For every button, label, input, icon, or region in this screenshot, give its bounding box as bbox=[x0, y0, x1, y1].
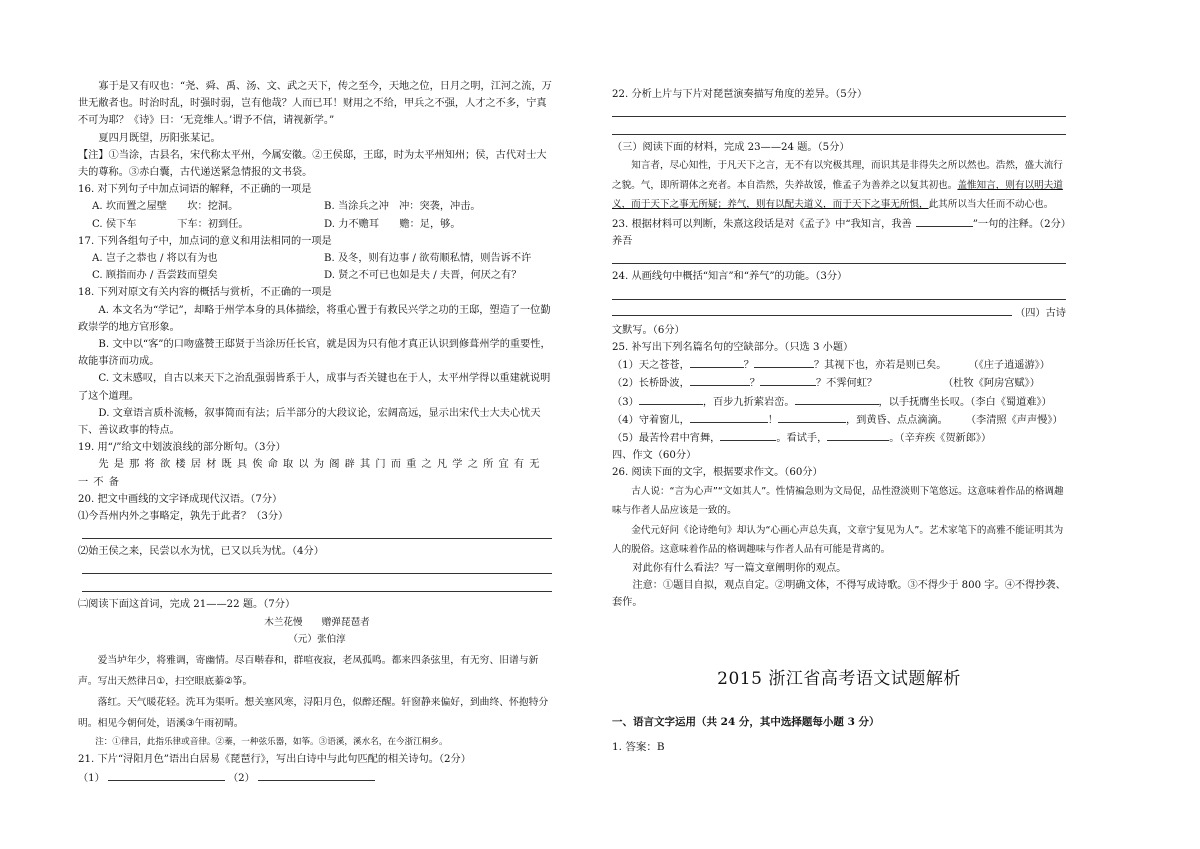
q23-blank[interactable] bbox=[916, 215, 973, 227]
material-text bbox=[612, 156, 1066, 215]
answer-line[interactable] bbox=[612, 304, 1012, 316]
essay-requirements: 注意：①题目自拟，观点自定。②明确文体，不得写成诗歌。③不得少于 800 字。④不得抄袭、套作。 bbox=[612, 579, 1066, 608]
q25-3-text: （3） bbox=[612, 396, 639, 408]
answer-line[interactable] bbox=[82, 560, 552, 574]
q18-option-a: A. 本文名为“学记”，却略于州学本身的具体描绘，将重心置于有救民兴学之功的王邸，塑造了一位勤政崇学的地方官形象。 bbox=[78, 304, 551, 333]
section-4-heading-head: 文默写。（6分） bbox=[612, 324, 685, 336]
q16-options-row2 bbox=[78, 216, 556, 233]
q25-5-blank-b[interactable] bbox=[827, 429, 889, 441]
q16-option-c: C. 侯下车 下车：初到任。 bbox=[92, 218, 249, 230]
question-21: 21. 下片“浔阳月色”语出白居易《琵琶行》，写出白诗中与此句匹配的相关诗句。（2分） bbox=[78, 754, 471, 766]
question-17: 17. 下列各组句子中，加点词的意义和用法相同的一项是 bbox=[78, 235, 332, 247]
q21-blank-1[interactable] bbox=[108, 769, 225, 781]
q25-item-5 bbox=[612, 429, 1066, 447]
q25-4-text-2: ，到黄昏、点点滴滴。 bbox=[845, 414, 948, 426]
q25-4-mark: ！ bbox=[767, 414, 778, 426]
poem-line: 声。写出天然律吕①，扫空眼底蓁②筝。 bbox=[78, 676, 253, 688]
essay-paragraph: 金代元好问《论诗绝句》却认为“心画心声总失真，文章宁复见为人”。艺术家笔下的高雅不能证明其为人的脱俗。这意味着作品的格调趣味与作者人品有可能是背离的。 bbox=[612, 524, 1064, 556]
q21-label-2: （2） bbox=[228, 772, 255, 784]
q25-1-blank-b[interactable] bbox=[754, 356, 814, 368]
q18-option-b: B. 文中以“客”的口吻盛赞王邸贤于当涂历任长官，就是因为只有他才真正认识到修葺州学的重要性，故能事济而功成。 bbox=[78, 339, 551, 368]
question-23 bbox=[612, 215, 1071, 250]
q25-2-blank-a[interactable] bbox=[690, 374, 750, 386]
section-3-heading: （三）阅读下面的材料，完成 23——24 题。（5分） bbox=[612, 142, 850, 154]
q25-item-3 bbox=[612, 393, 1066, 411]
section-4-row bbox=[612, 304, 1066, 322]
q16-option-b: B. 当涂兵之冲 冲：突袭，冲击。 bbox=[324, 201, 481, 213]
answer-line[interactable] bbox=[82, 525, 552, 539]
material-part-c: 此其所以当大任而不动心也。 bbox=[928, 199, 1054, 211]
q25-3-blank-a[interactable] bbox=[639, 393, 703, 405]
q20-part2: ⑵始王侯之来，民尝以水为忧，已又以兵为忧。（4分） bbox=[78, 546, 324, 558]
q25-2-blank-b[interactable] bbox=[760, 374, 816, 386]
q25-2-text-2: ？不霁何虹？ bbox=[815, 378, 878, 390]
q17-option-c: C. 顾指而办 / 吾尝跂而望矣 bbox=[92, 270, 218, 282]
q25-3-text-3: ，以手抚膺坐长叹。（李白《蜀道难》） bbox=[878, 396, 1052, 408]
question-18: 18. 下列对原文有关内容的概括与赏析，不正确的一项是 bbox=[78, 287, 332, 299]
q16-option-d: D. 力不赡耳 赡：足，够。 bbox=[324, 218, 461, 230]
essay-prompt: 对此你有什么看法？写一篇文章阐明你的观点。 bbox=[632, 562, 847, 574]
question-24: 24. 从画线句中概括“知言”和“养气”的功能。（3分） bbox=[612, 271, 848, 283]
question-26: 26. 阅读下面的文字，根据要求作文。（60分） bbox=[612, 467, 823, 479]
q25-1-text-2: ？其视下也，亦若是则已矣。 bbox=[813, 360, 947, 372]
material-underlined: 盖惟知言，则有以明夫道义，而于天下之事无所疑；养气，则有以配夫道义，而于天下之事无所惧， bbox=[612, 179, 1063, 211]
q25-5-blank-a[interactable] bbox=[720, 429, 776, 441]
section-1-heading: 一、语言文字运用（共 24 分，其中选择题每小题 3 分） bbox=[612, 716, 880, 728]
q25-1-text: （1）天之苍苍， bbox=[612, 360, 690, 372]
poem-line: 落红。天气暖花轻。洗耳为渠听。想关塞风寒，浔阳月色，似醉还醒。轩窗静来偏好，到曲终、怀抱特分 bbox=[97, 697, 549, 709]
q25-4-blank-a[interactable] bbox=[690, 411, 768, 423]
left-column bbox=[78, 78, 556, 787]
answer-line[interactable] bbox=[82, 578, 552, 592]
question-22: 22. 分析上片与下片对琵琶演奏描写角度的差异。（5分） bbox=[612, 89, 868, 100]
answer-line[interactable] bbox=[612, 103, 1066, 117]
answer-line[interactable] bbox=[612, 286, 1066, 300]
section-2-heading: ㈡阅读下面这首词，完成 21——22 题。（7分） bbox=[78, 599, 296, 611]
right-column bbox=[612, 86, 1071, 611]
q25-5-text-2: 。看试手， bbox=[776, 432, 828, 444]
q21-label-1: （1） bbox=[78, 772, 105, 784]
q25-item-4 bbox=[612, 411, 1066, 429]
q25-4-blank-b[interactable] bbox=[778, 411, 846, 423]
passage-signature: 夏四月既望，历阳张某记。 bbox=[98, 132, 221, 144]
q18-option-c: C. 文末感叹，自古以来天下之治乱强弱皆系于人，成事与否关键也在于人，太平州学得以重建就说明了这个道理。 bbox=[78, 373, 551, 402]
poem-line: 明。相见今朝何处，语溪③午雨初晴。 bbox=[78, 718, 244, 730]
q25-1-mark: ？ bbox=[743, 360, 754, 372]
passage-note: 【注】①当涂，古县名，宋代称太平州，今属安徽。②王侯邸，王邸，时为太平州知州；侯，古代对士大夫的尊称。③赤白囊，古代递送紧急情报的文书袋。 bbox=[78, 149, 547, 179]
q25-2-text: （2）长桥卧波， bbox=[612, 378, 690, 390]
q25-5-text: （5）最苦怜君中宵舞， bbox=[612, 432, 721, 444]
q25-item-2 bbox=[612, 374, 1066, 392]
q25-4-source: （李清照《声声慢》） bbox=[965, 414, 1063, 426]
q25-5-source: 。（辛弃疾《贺新郎》） bbox=[889, 432, 992, 444]
q16-options-row1 bbox=[78, 198, 556, 215]
q17-option-b: B. 及冬，则有边事 / 欲苟顺私情，则告诉不许 bbox=[324, 253, 532, 265]
material-part-a: 知言者，尽心知性，于凡天下之言，无不有以究极其理，而识其是非得失之所以然也。浩然，盛大流行之貌。气，即所谓体之充者。本自浩然，失养故馁，惟孟子为善养之以复其初也。 bbox=[612, 160, 1063, 191]
analysis-title: 2015 浙江省高考语文试题解析 bbox=[717, 669, 961, 689]
q16-option-a: A. 坎而置之屋壁 坎：挖洞。 bbox=[92, 201, 239, 213]
q25-4-text: （4）守着窗儿， bbox=[612, 414, 690, 426]
q25-item-1 bbox=[612, 356, 1066, 374]
q25-3-text-2: ，百步九折萦岩峦。 bbox=[702, 396, 795, 408]
q19-text: 先是那将欲楼居材既具俟命取以为阁辟其门而重之凡学之所宜有无一不备 bbox=[78, 459, 545, 488]
answer-line[interactable] bbox=[612, 250, 1066, 264]
q23-text: 23. 根据材料可以判断，朱熹这段话是对《孟子》中“我知言，我善养吾 bbox=[612, 218, 912, 248]
q17-option-a: A. 岂子之恭也 / 将以有为也 bbox=[92, 253, 218, 265]
answer-line[interactable] bbox=[612, 121, 1066, 135]
section-4-heading-tail: （四）古诗 bbox=[1015, 307, 1066, 319]
question-20: 20. 把文中画线的文字译成现代汉语。（7分） bbox=[78, 493, 283, 505]
essay-paragraph: 古人说：“言为心声”“文如其人”。性情褊急则为文局促，品性澄淡则下笔悠远。这意味着作品的格调趣味与作者人品应该是一致的。 bbox=[612, 485, 1064, 517]
q17-option-d: D. 贤之不可已也如是夫 / 夫晋，何厌之有？ bbox=[324, 270, 522, 282]
q17-options-row2 bbox=[78, 267, 556, 284]
q21-answer-row bbox=[78, 769, 378, 787]
answer-1: 1. 答案：B bbox=[612, 741, 665, 753]
q21-blank-2[interactable] bbox=[258, 769, 375, 781]
q18-option-d: D. 文章语言质朴流畅，叙事简而有法；后半部分的大段议论，宏阔高远，显示出宋代士大夫心忧天下、善议政事的特点。 bbox=[78, 407, 541, 437]
question-19: 19. 用“/”给文中划波浪线的部分断句。（3分） bbox=[78, 442, 286, 454]
poem-title: 木兰花慢 赠弹琵琶者 bbox=[264, 616, 370, 628]
poem-line: 爱当垆年少，将雅调，寄幽情。尽百啭春和，群喧夜寂，老凤孤鸣。都来四条弦里，有无穷、旧谱与新 bbox=[97, 655, 539, 667]
q25-3-blank-b[interactable] bbox=[795, 393, 879, 405]
question-25: 25. 补写出下列名篇名句的空缺部分。（只选 3 小题） bbox=[612, 341, 854, 353]
q25-2-source: （杜牧《阿房宫赋》） bbox=[943, 378, 1040, 390]
q23-tail: ”一句的注释。（2分） bbox=[972, 218, 1071, 230]
q25-2-mark: ？ bbox=[749, 378, 760, 390]
section-5-heading: 四、作文（60分） bbox=[612, 450, 697, 462]
poem-note: 注：①律吕，此指乐律或音律。②蓁，一种弦乐器，如筝。③语溪，溪水名，在今浙江桐乡。 bbox=[95, 737, 448, 748]
question-16: 16. 对下列句子中加点词语的解释，不正确的一项是 bbox=[78, 184, 312, 196]
q20-part1: ⑴今吾州内外之事略定，孰先于此者？（3分） bbox=[78, 511, 289, 523]
q17-options-row1 bbox=[78, 250, 556, 267]
poem-author: （元）张伯淳 bbox=[288, 633, 346, 645]
q25-1-source: （《庄子逍遥游》） bbox=[968, 360, 1050, 372]
q25-1-blank-a[interactable] bbox=[690, 356, 744, 368]
passage-paragraph: 寡于是又有叹也：“尧、舜、禹、汤、文、武之天下，传之至今，天地之位，日月之明，江河之流，万世无敝者也。时治时乱，时强时弱，岂有他哉？人而已耳！财用之不给，甲兵之不强，人才之不多，宁真不可为耶？《诗》曰：‘无竞维人。’谓予不信，请视新学。” bbox=[78, 81, 552, 127]
